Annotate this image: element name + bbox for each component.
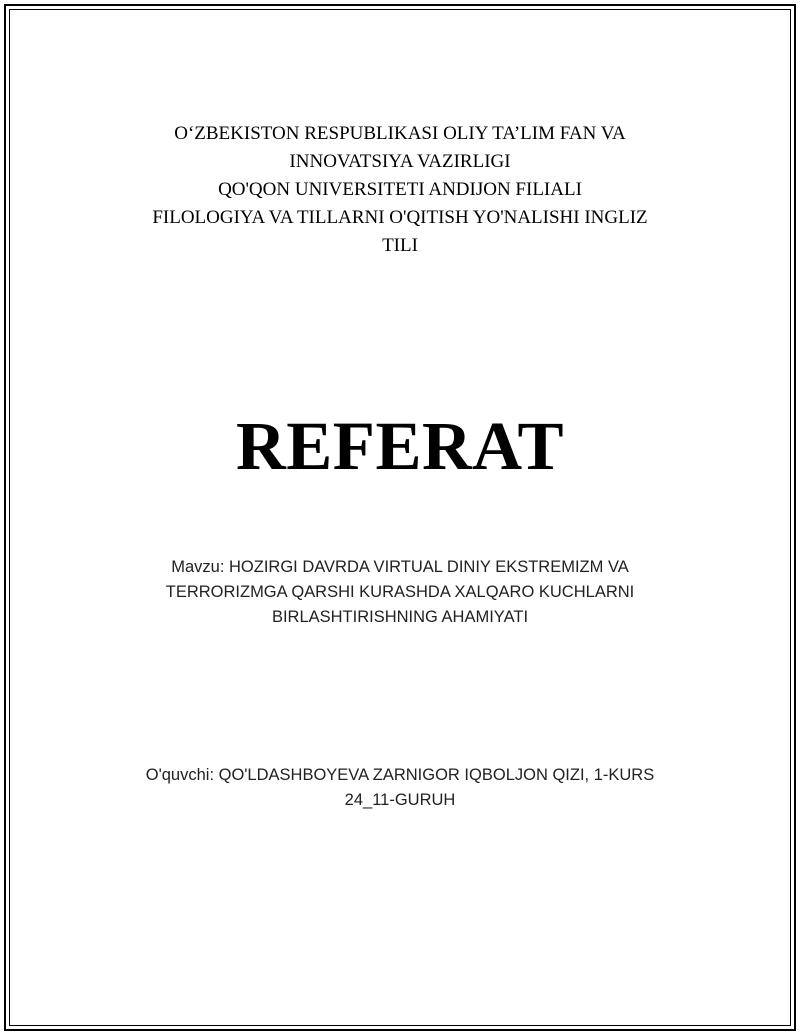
header-line: TILI	[382, 235, 418, 256]
document-title: REFERAT	[235, 408, 565, 484]
student-line: 24_11-GURUH	[344, 791, 456, 809]
student-line: O'quvchi: QO'LDASHBOYEVA ZARNIGOR IQBOLJON QIZI, 1-KURS	[145, 766, 655, 784]
institution-header	[0, 120, 800, 260]
topic-line: TERRORIZMGA QARSHI KURASHDA XALQARO KUCHLARNI	[165, 583, 635, 601]
topic-section	[0, 555, 800, 630]
header-line: FILOLOGIYA VA TILLARNI O'QITISH YO'NALISHI INGLIZ	[152, 207, 648, 228]
topic-line: Mavzu: HOZIRGI DAVRDA VIRTUAL DINIY EKSTREMIZM VA	[171, 558, 629, 576]
topic-line: BIRLASHTIRISHNING AHAMIYATI	[271, 608, 529, 626]
header-line: INNOVATSIYA VAZIRLIGI	[289, 151, 511, 172]
student-section	[0, 763, 800, 813]
header-line: QO'QON UNIVERSITETI ANDIJON FILIALI	[218, 179, 582, 200]
header-line: O‘ZBEKISTON RESPUBLIKASI OLIY TA’LIM FAN VA	[174, 123, 626, 144]
